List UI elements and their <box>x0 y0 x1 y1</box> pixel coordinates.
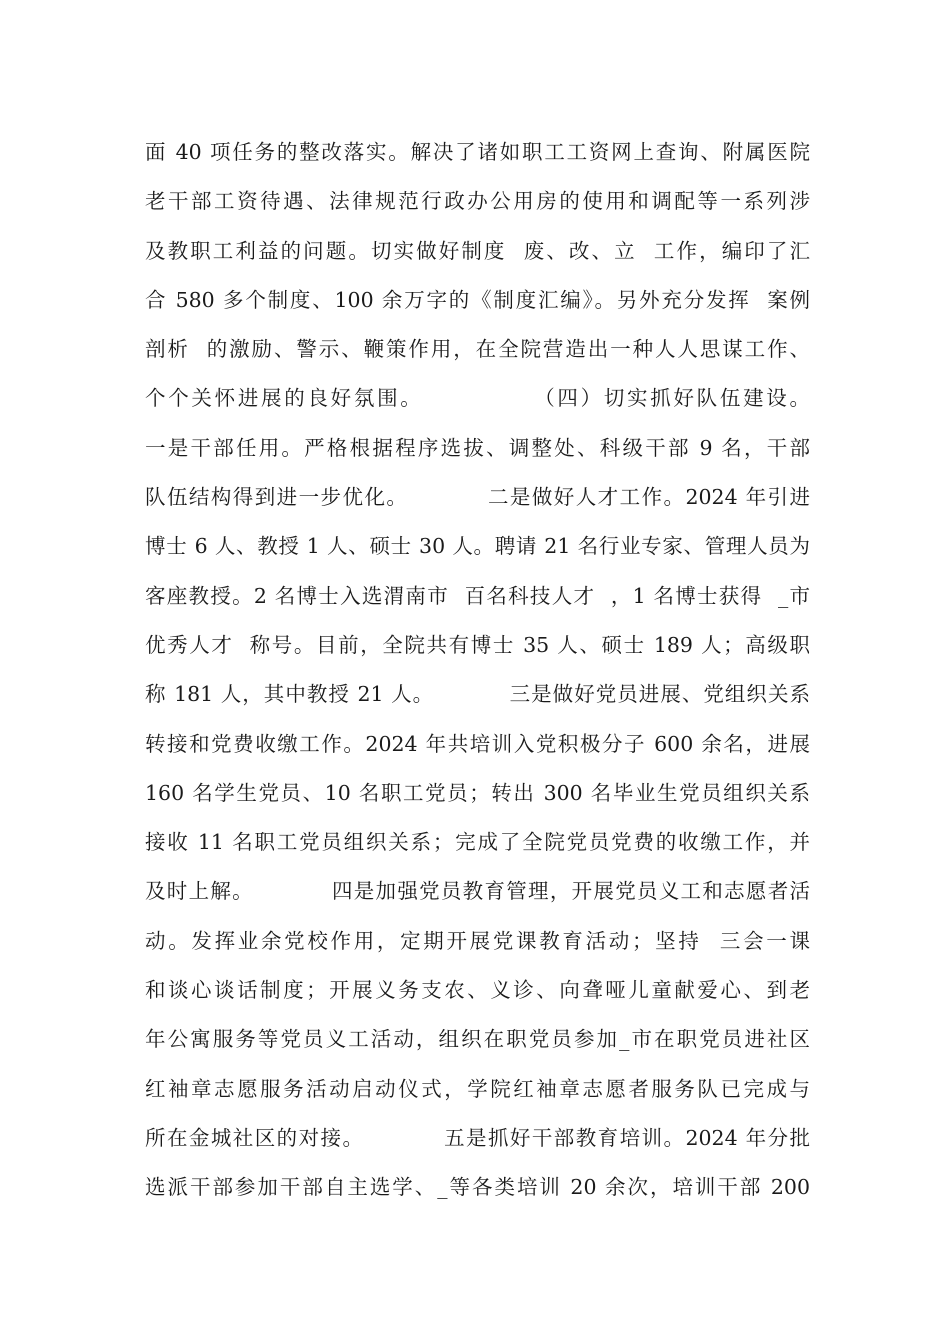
text-line: 称 181 人，其中教授 21 人。 三是做好党员进展、党组织关系 <box>145 682 810 707</box>
text-line: 红袖章志愿服务活动启动仪式，学院红袖章志愿者服务队已完成与 <box>145 1076 810 1101</box>
text-line: 年公寓服务等党员义工活动，组织在职党员参加_市在职党员进社区 <box>145 1027 810 1052</box>
text-line: 面 40 项任务的整改落实。解决了诸如职工工资网上查询、附属医院 <box>145 140 810 164</box>
text-line: 选派干部参加干部自主选学、_等各类培训 20 余次，培训干部 200 <box>145 1175 810 1200</box>
text-line: 优秀人才 称号。目前，全院共有博士 35 人、硕士 189 人；高级职 <box>145 632 810 657</box>
text-line: 剖析 的激励、警示、鞭策作用，在全院营造出一种人人思谋工作、 <box>145 337 810 362</box>
text-line: 合 580 多个制度、100 余万字的《制度汇编》。另外充分发挥 案例 <box>145 287 810 312</box>
text-line: 个个关怀进展的良好氛围。 （四）切实抓好队伍建设。 <box>145 386 810 411</box>
text-line: 及教职工利益的问题。切实做好制度 废、改、立 工作，编印了汇 <box>145 238 810 263</box>
text-line: 所在金城社区的对接。 五是抓好干部教育培训。2024 年分批 <box>145 1125 810 1150</box>
text-line: 老干部工资待遇、法律规范行政办公用房的使用和调配等一系列涉 <box>145 189 810 214</box>
text-line: 一是干部任用。严格根据程序选拔、调整处、科级干部 9 名，干部 <box>145 435 810 460</box>
text-line: 队伍结构得到进一步优化。 二是做好人才工作。2024 年引进 <box>145 485 810 510</box>
text-line: 转接和党费收缴工作。2024 年共培训入党积极分子 600 余名，进展 <box>145 731 810 756</box>
text-line: 动。发挥业余党校作用，定期开展党课教育活动；坚持 三会一课 <box>145 928 810 953</box>
body-text <box>145 128 810 1213</box>
text-line: 客座教授。2 名博士入选渭南市 百名科技人才 ，1 名博士获得 _市 <box>145 583 810 608</box>
text-line: 及时上解。 四是加强党员教育管理，开展党员义工和志愿者活 <box>145 879 810 904</box>
text-line: 接收 11 名职工党员组织关系；完成了全院党员党费的收缴工作，并 <box>145 830 810 855</box>
text-line: 博士 6 人、教授 1 人、硕士 30 人。聘请 21 名行业专家、管理人员为 <box>145 534 810 559</box>
text-line: 160 名学生党员、10 名职工党员；转出 300 名毕业生党员组织关系 <box>145 780 810 805</box>
text-line: 和谈心谈话制度；开展义务支农、义诊、向聋哑儿童献爱心、到老 <box>145 978 810 1003</box>
